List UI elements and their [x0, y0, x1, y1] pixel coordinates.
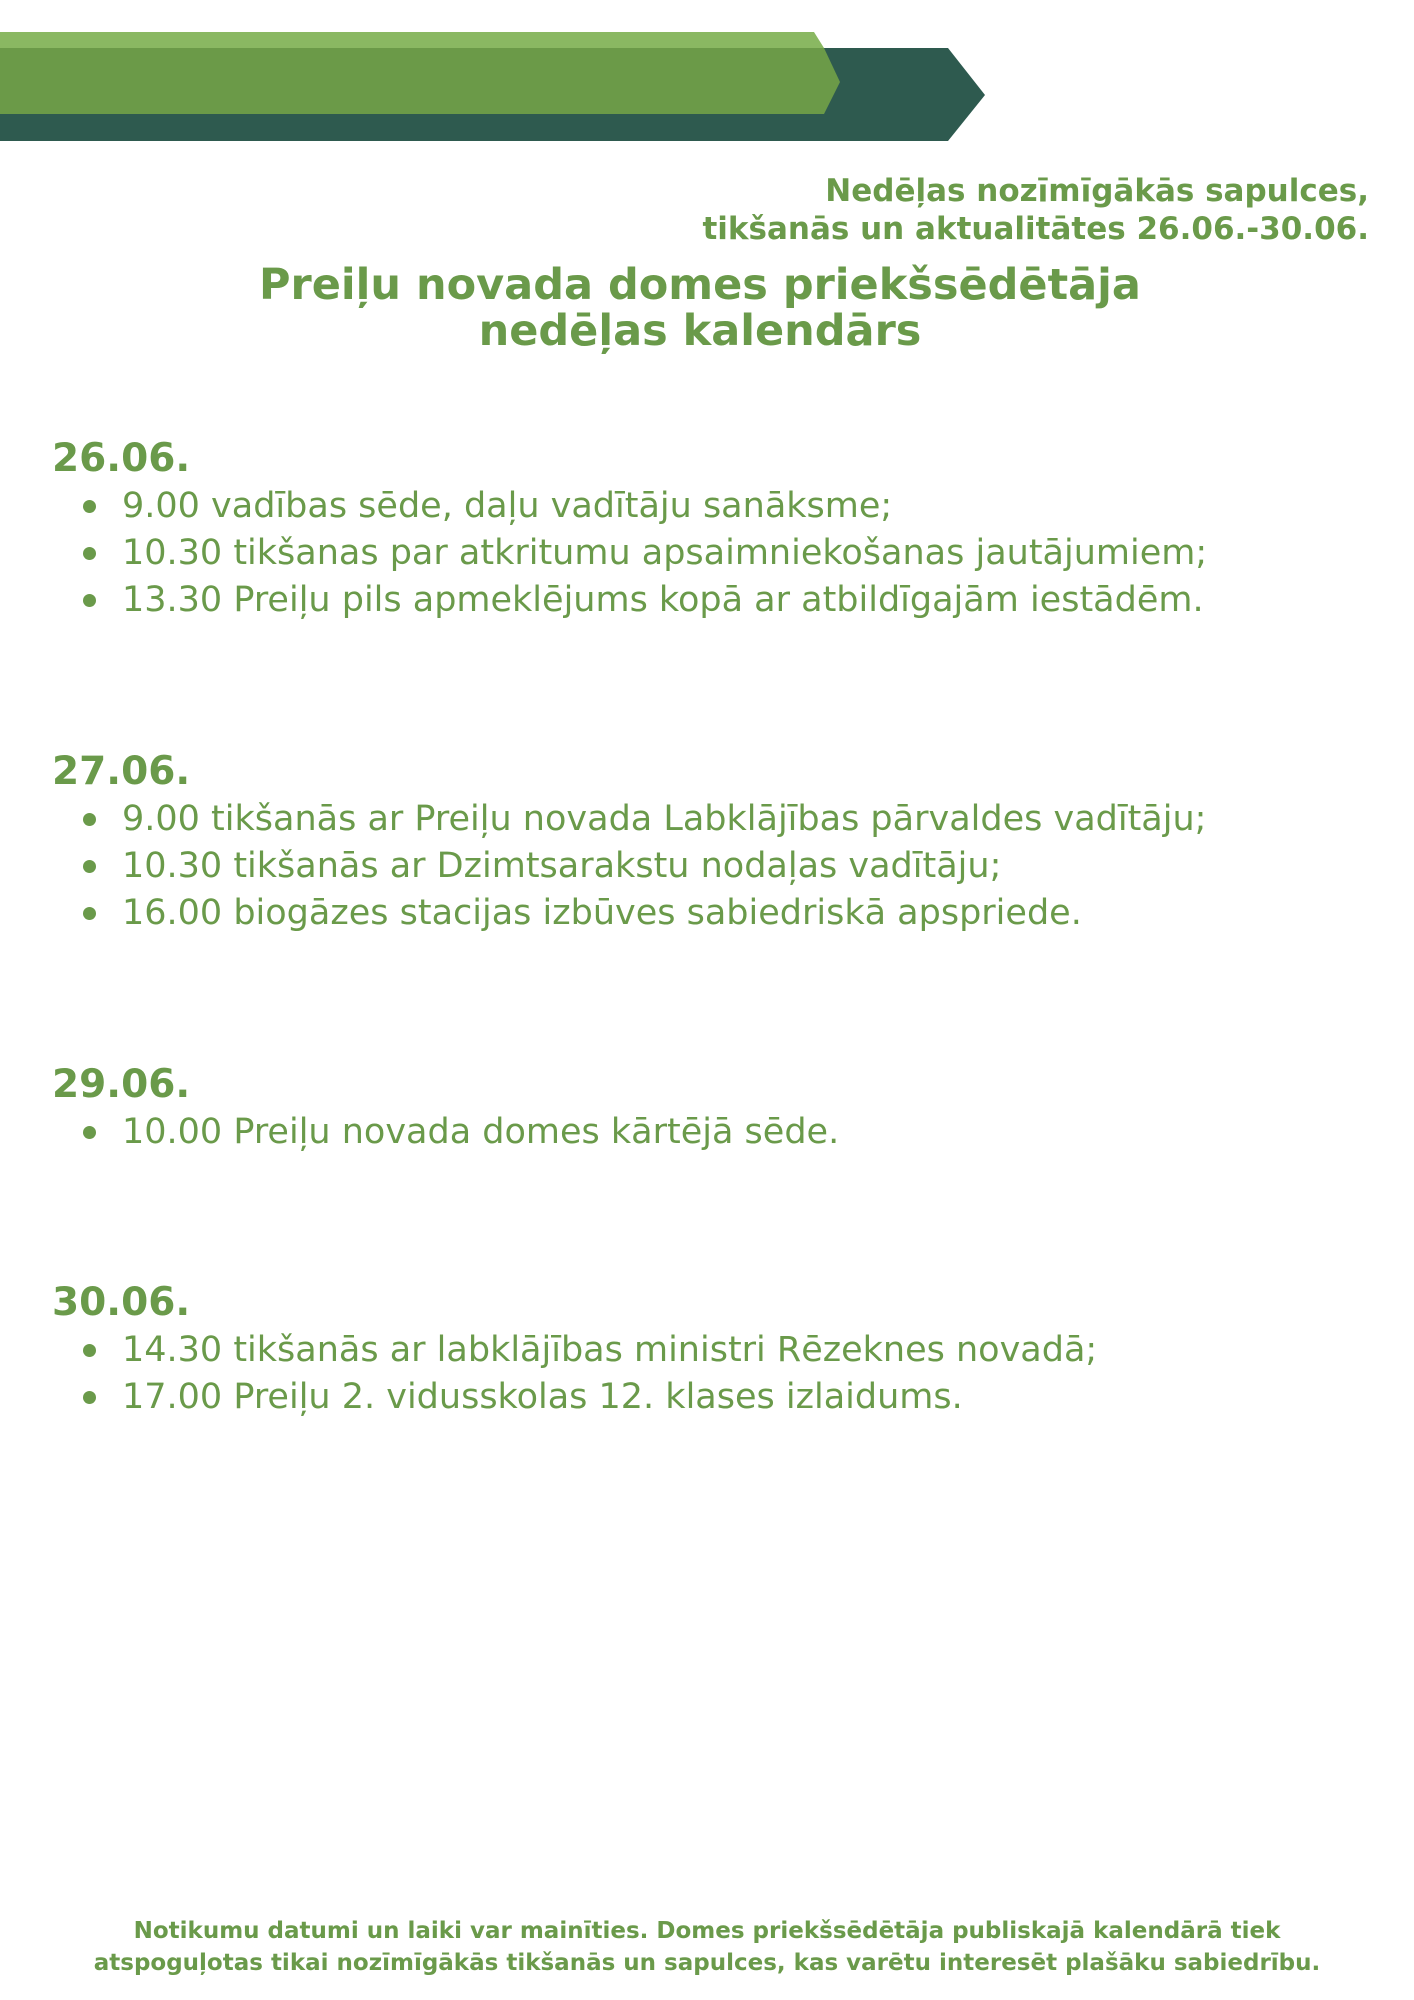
event-text: 10.30 tikšanas par atkritumu apsaimniekošanas jautājumiem;	[122, 533, 1208, 573]
day-section	[52, 748, 1382, 937]
bullet-icon	[83, 1391, 96, 1404]
bullet-icon	[83, 547, 96, 560]
day-date: 26.06.	[52, 436, 191, 481]
event-list	[52, 483, 1382, 624]
event-text: 16.00 biogāzes stacijas izbūves sabiedriskā apspriede.	[122, 893, 1082, 933]
day-section	[52, 1279, 1382, 1421]
event-item	[52, 843, 1382, 890]
event-list	[52, 796, 1382, 937]
page-title-line-1: Preiļu novada domes priekšsēdētāja	[259, 260, 1141, 310]
event-text: 13.30 Preiļu pils apmeklējums kopā ar atbildīgajām iestādēm.	[122, 580, 1204, 620]
event-item	[52, 577, 1382, 624]
event-text: 10.00 Preiļu novada domes kārtējā sēde.	[122, 1112, 840, 1152]
bullet-icon	[83, 1126, 96, 1139]
footer-line-2: atspoguļotas tikai nozīmīgākās tikšanās un sapulces, kas varētu interesēt plašāku sabiedrību.	[93, 1950, 1321, 1976]
bullet-icon	[83, 1344, 96, 1357]
day-date: 27.06.	[52, 749, 191, 794]
footer-disclaimer	[40, 1915, 1374, 1979]
week-summary-note	[469, 172, 1369, 248]
event-text: 14.30 tikšanās ar labklājības ministri Rēzeknes novadā;	[122, 1330, 1098, 1370]
event-text: 17.00 Preiļu 2. vidusskolas 12. klases izlaidums.	[122, 1377, 963, 1417]
event-item	[52, 1374, 1382, 1421]
event-list	[52, 1109, 1382, 1156]
event-list	[52, 1327, 1382, 1421]
event-item	[52, 796, 1382, 843]
event-text: 9.00 vadības sēde, daļu vadītāju sanāksme;	[122, 486, 893, 526]
bullet-icon	[83, 860, 96, 873]
event-text: 9.00 tikšanās ar Preiļu novada Labklājības pārvaldes vadītāju;	[122, 799, 1207, 839]
day-section	[52, 1061, 1382, 1156]
event-item	[52, 1109, 1382, 1156]
event-item	[52, 890, 1382, 937]
bullet-icon	[83, 813, 96, 826]
week-summary-line-2: tikšanās un aktualitātes 26.06.-30.06.	[702, 211, 1369, 247]
page-title	[200, 262, 1200, 354]
footer-line-1: Notikumu datumi un laiki var mainīties. Domes priekšsēdētāja publiskajā kalendārā tiek	[133, 1918, 1281, 1944]
bullet-icon	[83, 500, 96, 513]
banner-light-stripe	[0, 32, 824, 48]
week-summary-line-1: Nedēļas nozīmīgākās sapulces,	[825, 173, 1369, 209]
banner-green-arrow	[0, 48, 840, 114]
page-title-line-2: nedēļas kalendārs	[478, 306, 922, 356]
bullet-icon	[83, 594, 96, 607]
day-section	[52, 435, 1382, 624]
event-item	[52, 530, 1382, 577]
event-item	[52, 1327, 1382, 1374]
header-arrow-banner	[0, 0, 1414, 150]
day-date: 30.06.	[52, 1280, 191, 1325]
event-item	[52, 483, 1382, 530]
day-date: 29.06.	[52, 1062, 191, 1107]
event-text: 10.30 tikšanās ar Dzimtsarakstu nodaļas vadītāju;	[122, 846, 1002, 886]
bullet-icon	[83, 907, 96, 920]
